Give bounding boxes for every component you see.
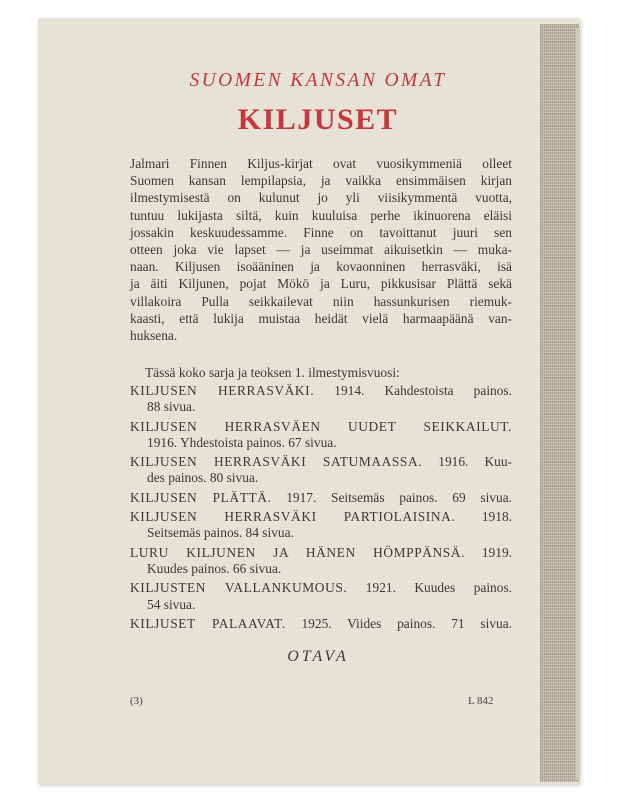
book-entry-line	[130, 545, 512, 561]
series-heading: SUOMEN KANSAN OMAT	[189, 70, 447, 91]
book-details-continued: 88 sivua.	[147, 399, 196, 415]
book-entry-line	[130, 490, 512, 506]
book-entry	[130, 454, 512, 487]
book-details-continued: 54 sivua.	[147, 596, 196, 612]
intro-line: tuntuu lukijasta siltä, kuin kuuluisa perhe ikinuorena eläisi	[130, 207, 512, 223]
book-details: 1917. Seitsemäs painos. 69 sivua.	[286, 489, 513, 505]
intro-paragraph	[130, 155, 512, 344]
book-details: 1919.	[481, 544, 512, 560]
book-title: KILJUSEN HERRASVÄKI.	[130, 383, 315, 398]
intro-line: ja äiti Kiljunen, pojat Mökö ja Luru, pikkusisar Plättä sekä	[130, 276, 512, 292]
book-details: 1921. Kuudes painos.	[365, 580, 512, 596]
book-entry-line	[130, 454, 512, 470]
intro-line: naan. Kiljusen isoääninen ja kovaonninen herrasväki, isä	[130, 259, 512, 275]
book-details: 1916. Kuu-	[438, 454, 512, 470]
publisher-name: OTAVA	[287, 648, 349, 665]
intro-line: Suomen kansan lempilapsia, ja vaikka ensimmäisen kirjan	[130, 173, 512, 189]
book-entry-line	[130, 616, 512, 632]
book-details-continued: des painos. 80 sivua.	[147, 470, 259, 486]
book-title: KILJUSEN PLÄTTÄ.	[130, 489, 272, 505]
intro-line: kaasti, että lukija muistaa heidät vielä harmaapäänä van-	[130, 310, 512, 326]
book-title: KILJUSEN HERRASVÄKI PARTIOLAISINA.	[130, 509, 456, 525]
intro-line: huksena.	[130, 328, 178, 344]
book-entry-line	[130, 419, 512, 435]
book-title: KILJUSTEN VALLANKUMOUS.	[130, 580, 348, 596]
book-entry-line	[130, 509, 512, 525]
intro-line: jossakin keskuudessamme. Finne on tavoittanut juuri sen	[130, 224, 512, 240]
book-details: 1914. Kahdestoista painos.	[334, 383, 512, 398]
book-entry	[130, 419, 512, 452]
book-details: 1925. Viides painos. 71 sivua.	[301, 615, 512, 631]
book-list	[130, 380, 512, 632]
book-title: KILJUSET PALAAVAT.	[130, 615, 286, 631]
list-heading: Tässä koko sarja ja teoksen 1. ilmestymisvuosi:	[145, 365, 400, 380]
book-entry	[130, 616, 512, 632]
series-title: KILJUSET	[237, 103, 399, 136]
book-entry-line	[130, 383, 512, 399]
book-entry	[130, 509, 512, 542]
book-title: LURU KILJUNEN JA HÄNEN HÖMPPÄNSÄ.	[130, 544, 466, 560]
book-details-continued: 1916. Yhdestoista painos. 67 sivua.	[147, 434, 337, 450]
book-details-continued: Kuudes painos. 66 sivua.	[147, 560, 282, 576]
print-code-left: (3)	[130, 695, 143, 707]
intro-line: villakoira Pulla seikkailevat niin hassunkurisen riemuk-	[130, 293, 512, 309]
book-title: KILJUSEN HERRASVÄEN UUDET SEIKKAILUT.	[130, 418, 512, 434]
book-entry	[130, 490, 512, 506]
intro-line: ilmestymisestä on kulunut jo yli viisikymmentä vuotta,	[130, 190, 512, 206]
book-entry-line	[130, 580, 512, 596]
book-entry	[130, 545, 512, 578]
intro-line: Jalmari Finnen Kiljus-kirjat ovat vuosikymmeniä olleet	[130, 156, 512, 171]
book-details: 1918.	[481, 509, 512, 525]
book-entry	[130, 383, 512, 416]
print-code-right: L 842	[468, 695, 494, 707]
book-details-continued: Seitsemäs painos. 84 sivua.	[147, 525, 294, 541]
book-title: KILJUSEN HERRASVÄKI SATUMAASSA.	[130, 454, 423, 470]
intro-line: otteen joka vie lapset — ja useimmat aikuisetkin — muka-	[130, 242, 512, 258]
book-entry	[130, 580, 512, 613]
